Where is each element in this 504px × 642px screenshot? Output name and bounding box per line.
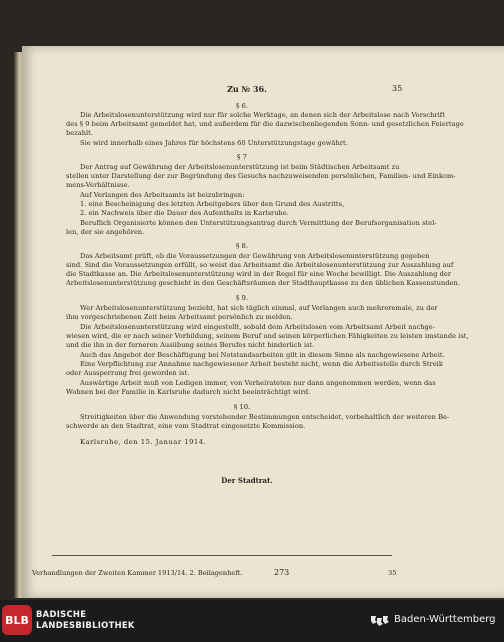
text-line: Wohnen bei der Familie in Karlsruhe dadurch nicht beeinträchtigt wird. [66, 388, 311, 396]
text-line: Arbeitslosenunterstützung geschieht in den Geschäftsräumen der Stadthauptkasse zu den üblichen Kassenstunden. [66, 279, 460, 287]
text-line: und die ihn in der ferneren Ausübung seines Berufes nicht hinderlich ist. [66, 341, 315, 349]
text-line: stellen unter Darstellung der zur Begründung des Gesuchs nachzuweisenden persönlichen, Familien- und Einkom- [66, 172, 456, 180]
footer-page-number: 273 [274, 568, 290, 577]
footer-sheet-number: 35 [388, 569, 397, 577]
text-line: 2. ein Nachweis über die Dauer des Aufenthalts in Karlsruhe. [80, 209, 289, 217]
footer-source: Verhandlungen der Zweiten Kammer 1913/14. 2. Beilagenheft. [32, 569, 243, 577]
text-line: Beruflich Organisierte können den Unterstützungsantrag durch Vermittlung der Berufsorganisation stel- [80, 219, 437, 227]
dateline: Karlsruhe, den 15. Januar 1914. [80, 438, 207, 446]
library-name-line1: BADISCHE [36, 609, 87, 619]
page-number: 35 [392, 84, 403, 93]
text-line: bezahlt. [66, 129, 94, 137]
document-heading: Zu № 36. [227, 84, 267, 94]
signature: Der Stadtrat. [221, 476, 273, 485]
library-banner [0, 600, 504, 642]
text-line: Auch das Angebot der Beschäftigung bei Notstandsarbeiten gilt in diesem Sinne als nachgewiesene Arbeit. [80, 351, 445, 359]
footer-rule [52, 555, 392, 556]
text-line: Streitigkeiten über die Anwendung vorstehender Bestimmungen entscheidet, vorbehaltlich der weiteren Be- [80, 413, 450, 421]
library-name-line2: LANDESBIBLIOTHEK [36, 620, 135, 630]
text-line: des § 9 beim Arbeitsamt gemeldet hat, und außerdem für die dazwischenliegenden Sonn- und gesetzlichen Feiertage [66, 120, 464, 128]
text-line: Das Arbeitsamt prüft, ob die Voraussetzungen der Gewährung von Arbeitslosenunterstützung gegeben [80, 252, 430, 260]
text-line: Sie wird innerhalb eines Jahres für höchstens 60 Unterstützungstage gewährt. [80, 139, 348, 147]
text-line: ihm vorgeschriebenen Zeit beim Arbeitsamt persönlich zu melden. [66, 313, 293, 321]
text-line: Die Arbeitslosenunterstützung wird nur für solche Werktage, an denen sich der Arbeitslose nach Vorschrift [80, 111, 445, 119]
text-line: wiesen wird, die er nach seiner Vorbildung, seinem Beruf und seinen körperlichen Fähigkeiten zu leisten imstande ist, [66, 332, 469, 340]
text-line: 1. eine Bescheinigung des letzten Arbeitgebers über den Grund des Austritts, [80, 200, 345, 208]
text-line: schwerde an den Stadtrat, eine vom Stadtrat eingesetzte Kommission. [66, 422, 306, 430]
text-line: die Stadtkasse an. Die Arbeitslosenunterstützung wird in der Regel für eine Woche bewilligt. Die Auszahlung der [66, 270, 452, 278]
text-line: sind. Sind die Voraussetzungen erfüllt, so weist das Arbeitsamt die Arbeitslosenunterstützung zur Auszahlung auf [66, 261, 454, 269]
document-page [22, 46, 504, 598]
text-line: Wer Arbeitslosenunterstützung bezieht, hat sich täglich einmal, auf Verlangen auch mehreremale, zu der [80, 304, 438, 312]
partner-name[interactable]: Baden-Württemberg [394, 614, 496, 625]
blb-logo[interactable]: BLB [2, 605, 32, 635]
text-line: Auswärtige Arbeit muß von Ledigen immer, von Verheirateten nur dann angenommen werden, wenn das [80, 379, 436, 387]
text-line: Der Antrag auf Gewährung der Arbeitslosenunterstützung ist beim Städtischen Arbeitsamt zu [80, 163, 400, 171]
section-number: § 8. [235, 242, 249, 250]
section-number: § 10. [233, 403, 251, 411]
lions-crest-icon [368, 612, 390, 630]
library-name [36, 609, 135, 631]
text-line: oder Aussperrung frei geworden ist. [66, 369, 190, 377]
text-line: Eine Verpflichtung zur Annahme nachgewiesener Arbeit besteht nicht, wenn die Arbeitsstelle durch Streik [80, 360, 443, 368]
text-line: Auf Verlangen des Arbeitsamts ist beizubringen: [80, 191, 245, 199]
section-number: § 6. [235, 102, 249, 110]
text-line: len, der sie angehören. [66, 228, 145, 236]
text-line: mens-Verhältnisse. [66, 181, 130, 189]
section-number: § 9. [235, 294, 249, 302]
text-line: Die Arbeitslosenunterstützung wird eingestellt, sobald dem Arbeitslosen vom Arbeitsamt Arbeit nachge- [80, 323, 436, 331]
section-number: § 7 [237, 153, 247, 161]
